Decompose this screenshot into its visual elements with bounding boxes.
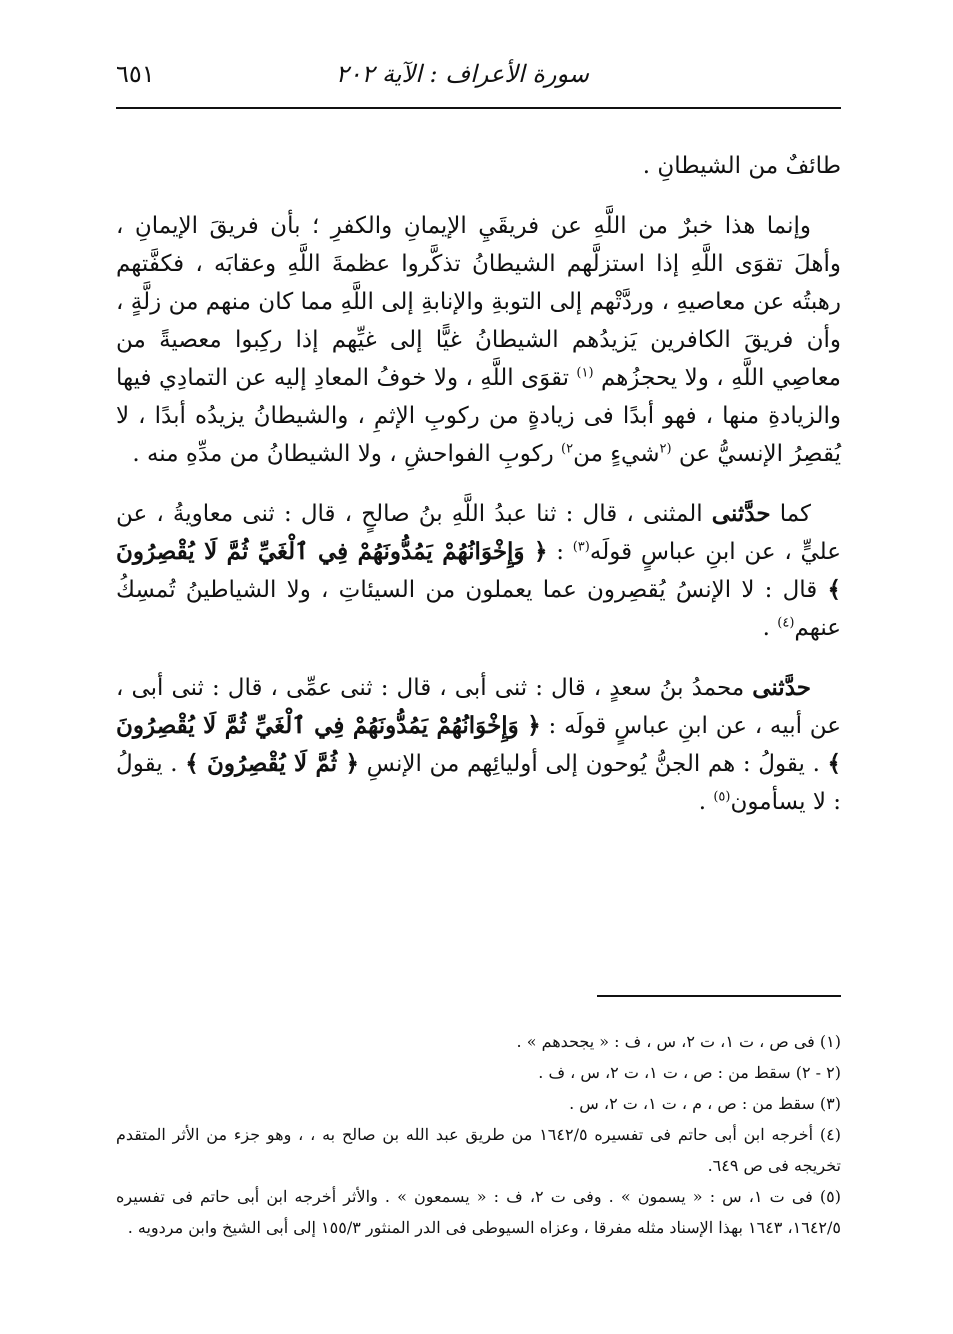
header-divider (116, 107, 841, 109)
footnote-2: (٢ - ٢) سقط من : ص ، ت ١، ت ٢، س ، ف . (538, 1063, 841, 1082)
paragraph-1-text-a: وإنما هذا خبرٌ من اللَّهِ عن فريقَيِ الإيمانِ والكفرِ ؛ بأن فريقَ الإيمانِ ، وأهلَ تقوَى اللَّهِ إذا استزلَّهم الشيطانُ تذكَّروا عظمةَ اللَّهِ وعقابَه ، فكفَّتهم رهبتُه عن معاصيهِ ، وردَّتْهم إلى التوبةِ والإنابةِ إلى اللَّهِ مما كان منهم من زلَّةٍ ، وأن فريقَ الكافرين يَزيدُهم الشيطانُ غيًّا إلى غيِّهم إذا ركِبوا معصيةً من معاصِي اللَّهِ ، ولا يحجزُهم (116, 213, 841, 391)
footnote-ref-2b: ٢) (561, 441, 574, 457)
footnotes (116, 1026, 841, 1243)
paragraph-3-text-d: . (698, 789, 707, 815)
paragraph-0 (116, 147, 841, 185)
footnote-ref-2a: (٢ (659, 441, 672, 457)
paragraph-0-text: طائفٌ من الشيطانِ . (642, 153, 841, 179)
footnote-ref-3: (٣) (572, 539, 590, 555)
footnote-4: (٤) أخرجه ابن أبى حاتم فى تفسيره ١٦٤٢/٥ من طريق عبد الله بن صالح به ، ، وهو جزء من الأثر المتقدم تخريجه فى ص ٦٤٩. (116, 1125, 841, 1175)
paragraph-3-text-c: . يقولُ : لا يسأمون (116, 751, 841, 815)
quran-verse: ﴿ وَإِخْوَانُهُمْ يَمُدُّونَهُمْ فِي ٱلْغَيِّ ثُمَّ لَا يُقْصِرُونَ ﴾ (116, 712, 842, 777)
paragraph-3-text-a: محمدُ بنُ سعدٍ ، قال : ثنى أبى ، قال : ثنى عمِّى ، قال : ثنى أبى ، عن أبيه ، عن ابنِ عباسٍ قولَه : (116, 675, 842, 739)
footnote-ref-5: (٥) (713, 789, 731, 805)
paragraph-3-text-b: . يقولُ : هم الجنُّ يُوحون إلى أوليائِهم من الإنسِ (366, 751, 820, 777)
paragraph-2 (116, 495, 841, 647)
paragraph-3 (116, 669, 841, 821)
running-header (116, 60, 841, 96)
paragraph-2-text-c: : (556, 539, 564, 565)
paragraph-1-text-c: شيءٍ من (573, 441, 660, 467)
paragraph-1-text-b: تقوَى اللَّهِ ، ولا خوفُ المعادِ إليه عن التمادِي فيها والزيادةِ منها ، فهو أبدًا فى زيادةٍ من ركوبِ الإثمِ ، والشيطانُ يزيدُه أبدًا ، لا يُقصِرُ الإنسيُّ عن (116, 365, 841, 467)
paragraph-2-text-e: . (762, 615, 770, 641)
footnote-divider (597, 995, 841, 997)
paragraph-2-text-b: المثنى ، قال : ثنا عبدُ اللَّهِ بنُ صالحٍ ، قال : ثنى معاويةُ ، عن عليٍّ ، عن ابنِ عباسٍ قولَه (116, 501, 842, 565)
paragraph-2-text-d: قال : لا الإنسُ يُقصِرون عما يعملون من السيئاتِ ، ولا الشياطينُ تُمسِكُ عنهم (116, 577, 841, 641)
paragraph-1-text-d: ركوبِ الفواحشِ ، ولا الشيطانُ من مدِّهِ منه . (132, 441, 554, 467)
main-text (116, 147, 841, 843)
footnote-3: (٣) سقط من : ص ، م ، ت ١، ت ٢، س . (569, 1094, 841, 1113)
paragraph-2-text-a: كما (779, 501, 812, 527)
footnote-ref-1: (١) (576, 365, 594, 381)
quran-verse: ﴿ وَإِخْوَانُهُمْ يَمُدُّونَهُمْ فِي ٱلْغَيِّ ثُمَّ لَا يُقْصِرُونَ ﴾ (116, 538, 842, 603)
paragraph-1 (116, 207, 841, 473)
page-number: ٦٥١ (116, 60, 155, 88)
footnote-5: (٥) فى ت ١، س : « يسمون » . وفى ت ٢، ف : « يسمعون » . والأثر أخرجه ابن أبى حاتم فى تفسيره ١٦٤٢/٥، ١٦٤٣ بهذا الإسناد مثله مفرقا ، وعزاه السيوطى فى الدر المنثور ١٥٥/٣ إلى أبى الشيخ وابن مردويه . (116, 1187, 841, 1237)
paragraph-3-hadathani: حدَّثنى (752, 674, 811, 701)
quran-verse: ﴿ ثُمَّ لَا يُقْصِرُونَ ﴾ (185, 750, 359, 777)
paragraph-2-hadathani: حدَّثنى (711, 500, 771, 527)
header-title: سورة الأعراف : الآية ٢٠٢ (335, 60, 589, 88)
footnote-1: (١) فى ص ، ت ١، ت ٢، س ، ف : « يجحدهم » . (516, 1032, 841, 1051)
footnote-ref-4: (٤) (777, 615, 795, 631)
